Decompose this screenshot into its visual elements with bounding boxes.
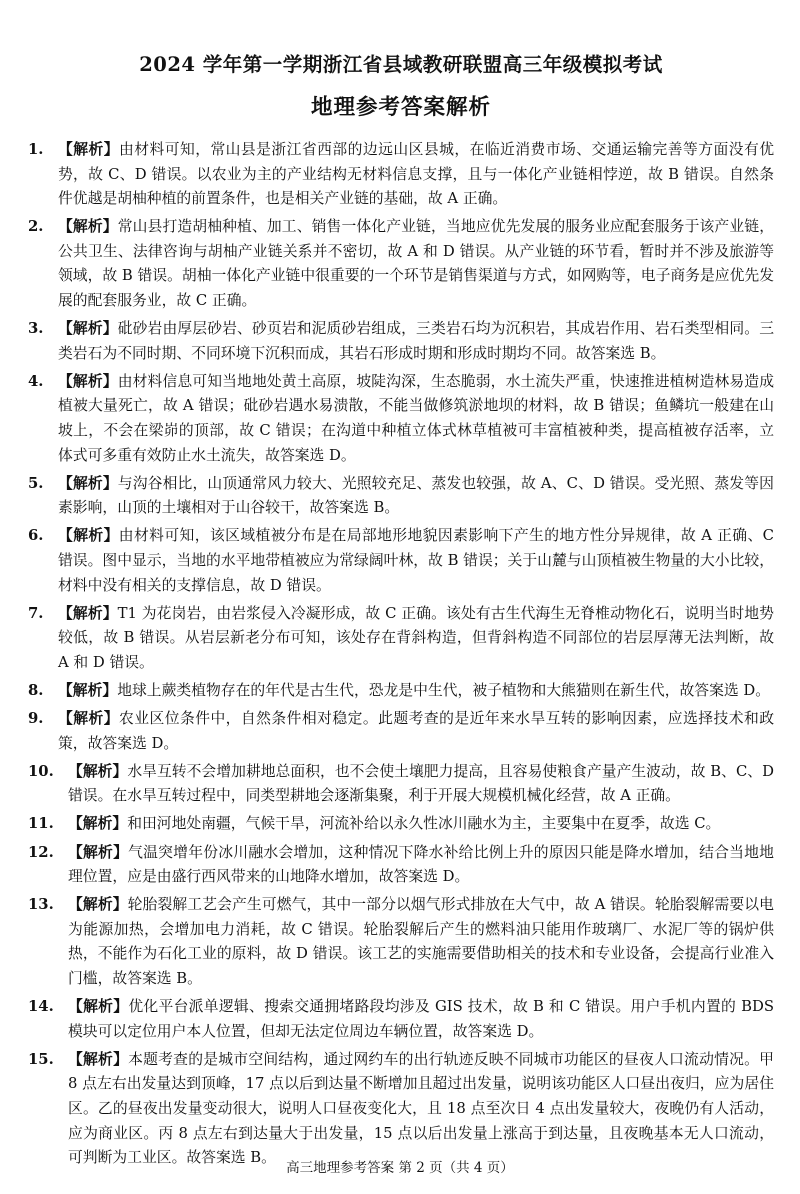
analysis-body: 由材料可知，该区域植被分布是在局部地形地貌因素影响下产生的地方性分异规律，故 A 正确、C 错误。图中显示，当地的水平地带植被应为常绿阔叶林，故 B 错误；关于山麓与山顶植被生物量的大小比较，材料中没有相关的支撑信息，故 D 错误。: [58, 527, 774, 594]
answer-item-4: [28, 370, 774, 468]
answer-item-3: [28, 317, 774, 366]
answer-text: [58, 679, 774, 704]
analysis-body: 常山县打造胡柚种植、加工、销售一体化产业链，当地应优先发展的服务业应配套服务于该产业链，公共卫生、法律咨询与胡柚产业链关系并不密切，故 A 和 D 错误。从产业链的环节看，暂时并不涉及旅游等领域，故 B 错误。胡柚一体化产业链中很重要的一个环节是销售渠道与方式，如网购等，电子商务是应优先发展的配套服务业，故 C 正确。: [58, 218, 774, 310]
analysis-body: 和田河地处南疆，气候干旱，河流补给以永久性冰川融水为主，主要集中在夏季，故选 C。: [127, 815, 721, 833]
analysis-body: 农业区位条件中，自然条件相对稳定。此题考查的是近年来水旱互转的影响因素，应选择技术和政策，故答案选 D。: [58, 710, 774, 752]
answer-list: [28, 138, 774, 1171]
answer-number: 8.: [28, 681, 44, 699]
answer-number: 7.: [28, 604, 44, 622]
answer-text: [58, 370, 774, 468]
analysis-tag: 【解析】: [58, 218, 118, 236]
answer-text: [58, 215, 774, 313]
document-title: 2024 学年第一学期浙江省县域教研联盟高三年级模拟考试: [139, 53, 663, 76]
analysis-body: 与沟谷相比，山顶通常风力较大、光照较充足、蒸发也较强，故 A、C、D 错误。受光照、蒸发等因素影响，山顶的土壤相对于山谷较干，故答案选 B。: [58, 474, 774, 517]
analysis-tag: 【解析】: [58, 527, 119, 545]
answer-item-15: [28, 1048, 774, 1171]
analysis-tag: 【解析】: [68, 815, 128, 833]
analysis-body: 优化平台派单逻辑、搜索交通拥堵路段均涉及 GIS 技术，故 B 和 C 错误。用户手机内置的 BDS 模块可以定位用户本人位置，但却无法定位周边车辆位置，故答案选 D。: [68, 998, 774, 1040]
analysis-tag: 【解析】: [68, 1050, 129, 1068]
analysis-tag: 【解析】: [58, 320, 118, 338]
page-footer: 高三地理参考答案 第 2 页（共 4 页）: [286, 1160, 514, 1176]
answer-text: [68, 841, 774, 890]
answer-number: 5.: [28, 474, 44, 492]
answer-item-7: [28, 602, 774, 676]
analysis-tag: 【解析】: [68, 896, 128, 914]
analysis-body: 轮胎裂解工艺会产生可燃气，其中一部分以烟气形式排放在大气中，故 A 错误。轮胎裂解需要以电为能源加热，会增加电力消耗，故 C 错误。轮胎裂解后产生的燃料油只能用作玻璃厂、水泥厂等的锅炉供热，不能作为石化工业的原料，故 D 错误。该工艺的实施需要借助相关的技术和专业设备，会提高行业准入门槛，故答案选 B。: [68, 896, 774, 987]
answer-number: 9.: [28, 710, 44, 728]
analysis-body: 水旱互转不会增加耕地总面积，也不会使土壤肥力提高，且容易使粮食产量产生波动，故 B、C、D 错误。在水旱互转过程中，同类型耕地会逐渐集聚，利于开展大规模机械化经营，故 A 正确。: [68, 762, 774, 805]
analysis-body: 本题考查的是城市空间结构，通过网约车的出行轨迹反映不同城市功能区的昼夜人口流动情况。甲 8 点左右出发量达到顶峰，17 点以后到达量不断增加且超过出发量，说明该功能区人口昼出夜归，应为居住区。乙的昼夜出发量变动很大，说明人口昼夜变化大，且 18 点至次日 4 点出发量较大，夜晚仍有人活动，应为商业区。丙 8 点左右到达量大于出发量，15 点以后出发量上涨高于到达量，且夜晚基本无人口流动，可判断为工业区。故答案选 B。: [68, 1050, 774, 1167]
answer-text: [58, 707, 774, 756]
analysis-tag: 【解析】: [68, 998, 129, 1016]
answer-number: 12.: [28, 843, 54, 861]
analysis-tag: 【解析】: [58, 604, 118, 622]
analysis-tag: 【解析】: [58, 474, 118, 492]
answer-number: 1.: [28, 141, 44, 158]
answer-number: 2.: [28, 218, 44, 236]
answer-number: 14.: [28, 998, 54, 1016]
answer-number: 13.: [28, 896, 54, 914]
analysis-tag: 【解析】: [58, 141, 119, 158]
analysis-body: 地球上蕨类植物存在的年代是古生代，恐龙是中生代，被子植物和大熊猫则在新生代，故答案选 D。: [117, 681, 771, 699]
answer-text: [68, 812, 774, 837]
analysis-body: 由材料信息可知当地地处黄土高原，坡陡沟深，生态脆弱，水土流失严重，快速推进植树造林易造成植被大量死亡，故 A 错误；砒砂岩遇水易溃散，不能当做修筑淤地坝的材料，故 B 错误；鱼鳞坑一般建在山坡上，不会在梁峁的顶部，故 C 错误；在沟道中种植立体式林草植被可丰富植被种类，提高植被存活率，立体式可多重有效防止水土流失，故答案选 D。: [58, 372, 774, 464]
analysis-tag: 【解析】: [68, 762, 128, 780]
answer-number: 10.: [28, 762, 54, 780]
analysis-tag: 【解析】: [58, 710, 119, 728]
answer-item-10: [28, 760, 774, 809]
answer-text: [68, 995, 774, 1044]
analysis-body: T1 为花岗岩，由岩浆侵入冷凝形成，故 C 正确。该处有古生代海生无脊椎动物化石，说明当时地势较低，故 B 错误。从岩层新老分布可知，该处存在背斜构造，但背斜构造不同部位的岩层厚薄无法判断，故 A 和 D 错误。: [58, 604, 774, 671]
answer-item-14: [28, 995, 774, 1044]
answer-item-9: [28, 707, 774, 756]
answer-text: [58, 472, 774, 521]
answer-text: [58, 524, 774, 598]
answer-number: 6.: [28, 527, 44, 545]
answer-text: [58, 138, 774, 212]
answer-number: 11.: [28, 815, 54, 833]
document-subtitle: 地理参考答案解析: [310, 95, 491, 120]
answer-item-5: [28, 472, 774, 521]
answer-number: 15.: [28, 1050, 54, 1068]
answer-item-1: [28, 138, 774, 212]
answer-item-13: [28, 893, 774, 991]
answer-number: 3.: [28, 320, 44, 338]
answer-text: [58, 602, 774, 676]
analysis-body: 由材料可知，常山县是浙江省西部的边远山区县城，在临近消费市场、交通运输完善等方面没有优势，故 C、D 错误。以农业为主的产业结构无材料信息支撑，且与一体化产业链相悖逆，故 B 错误。自然条件优越是胡柚种植的前置条件，也是相关产业链的基础，故 A 正确。: [58, 141, 774, 208]
answer-text: [68, 760, 774, 809]
answer-item-12: [28, 841, 774, 890]
answer-item-6: [28, 524, 774, 598]
answer-text: [68, 893, 774, 991]
answer-text: [58, 317, 774, 366]
answer-text: [68, 1048, 774, 1171]
answer-item-2: [28, 215, 774, 313]
answer-item-11: [28, 812, 774, 837]
analysis-body: 气温突增年份冰川融水会增加，这种情况下降水补给比例上升的原因只能是降水增加，结合当地地理位置，应是由盛行西风带来的山地降水增加，故答案选 D。: [68, 843, 774, 886]
answer-item-8: [28, 679, 774, 704]
answer-number: 4.: [28, 372, 44, 390]
analysis-tag: 【解析】: [58, 681, 118, 699]
analysis-tag: 【解析】: [68, 843, 129, 861]
analysis-tag: 【解析】: [58, 372, 118, 390]
analysis-body: 砒砂岩由厚层砂岩、砂页岩和泥质砂岩组成，三类岩石均为沉积岩，其成岩作用、岩石类型相同。三类岩石为不同时期、不同环境下沉积而成，其岩石形成时期和形成时期均不同。故答案选 B。: [58, 320, 774, 362]
